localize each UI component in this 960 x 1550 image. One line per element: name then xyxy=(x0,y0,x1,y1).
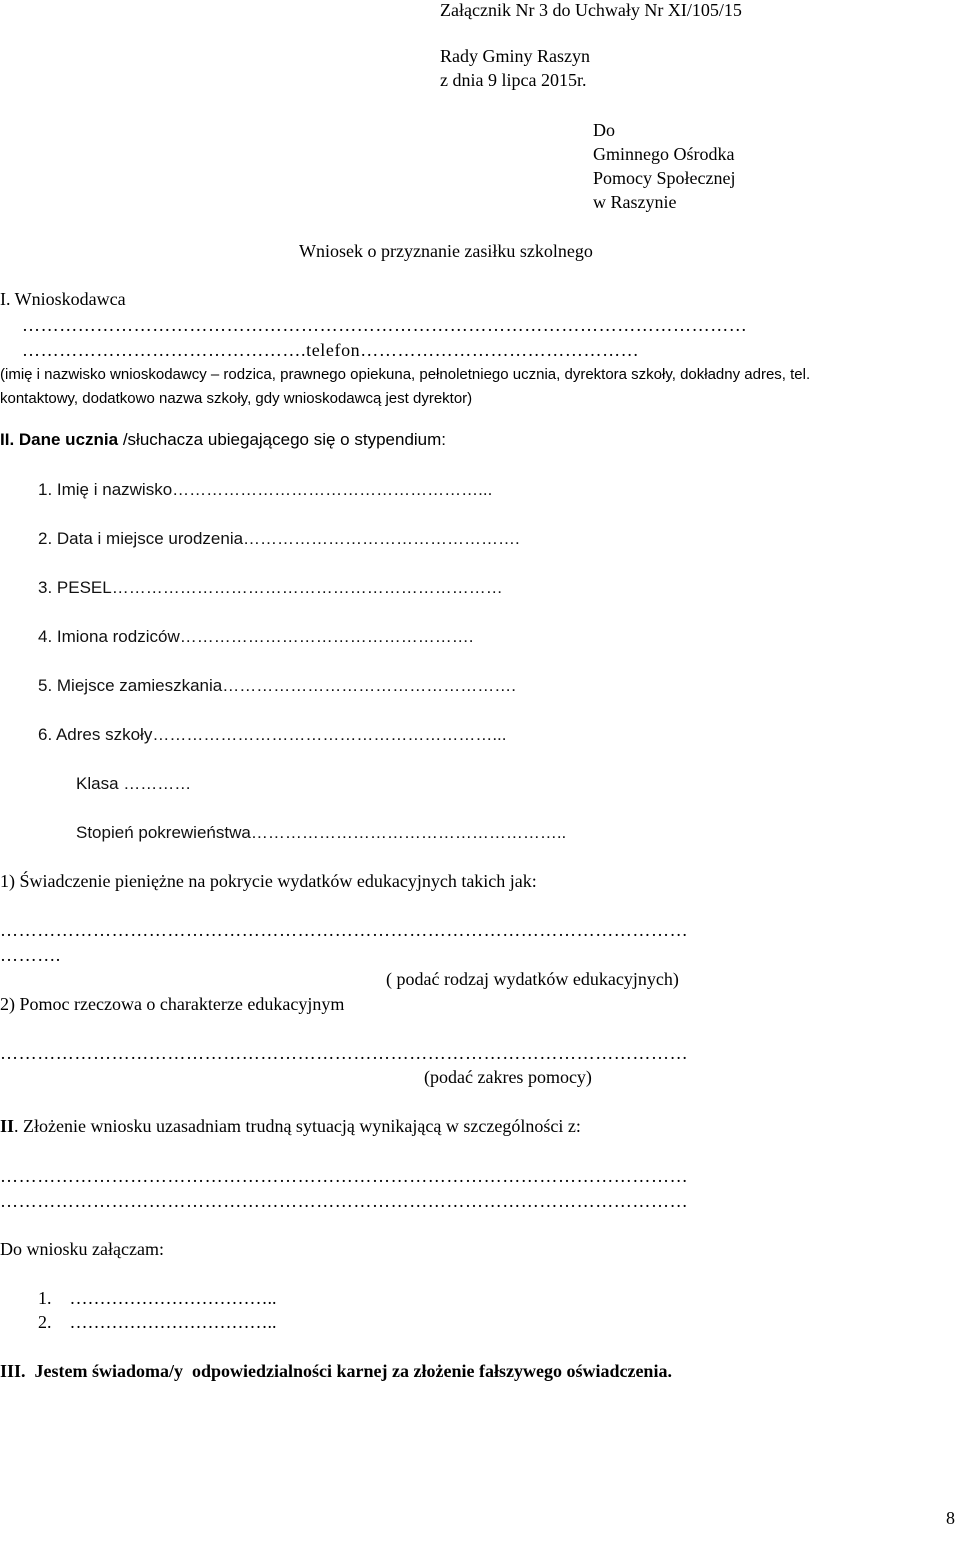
page-number: 8 xyxy=(946,1508,955,1528)
attachment-item-1[interactable]: 1. …………………………….. xyxy=(38,1288,277,1308)
material-aid-dotted-line[interactable]: ………………………………………………………………………………………………… xyxy=(0,1043,689,1063)
cash-benefit-label: 1) Świadczenie pieniężne na pokrycie wydatków edukacyjnych takich jak: xyxy=(0,871,537,891)
field-parents-names[interactable]: 4. Imiona rodziców……………………………………………. xyxy=(38,627,474,646)
field-class[interactable]: Klasa ………… xyxy=(76,774,192,793)
section-applicant-heading: I. Wnioskodawca xyxy=(0,289,126,309)
attachment-item-2[interactable]: 2. …………………………….. xyxy=(38,1312,277,1332)
field-kinship-degree[interactable]: Stopień pokrewieństwa……………………………………………….. xyxy=(76,823,567,842)
justification-dotted-line-1[interactable]: ………………………………………………………………………………………………… xyxy=(0,1166,689,1186)
addressee-line-3: Pomocy Społecznej xyxy=(593,168,736,188)
field-residence[interactable]: 5. Miejsce zamieszkania……………………………………………. xyxy=(38,676,516,695)
addressee-line-2: Gminnego Ośrodka xyxy=(593,144,735,164)
justification-heading xyxy=(0,1116,581,1138)
cash-benefit-hint: ( podać rodzaj wydatków edukacyjnych) xyxy=(386,969,679,989)
attachment-reference: Załącznik Nr 3 do Uchwały Nr XI/105/15 xyxy=(440,0,742,20)
applicant-dotted-line-2[interactable]: ……………………………………….telefon……………………………………… xyxy=(22,340,640,360)
attachments-heading: Do wniosku załączam: xyxy=(0,1239,164,1259)
document-title: Wniosek o przyznanie zasiłku szkolnego xyxy=(299,241,593,261)
applicant-dotted-line-1[interactable]: ……………………………………………………………………………………………………… xyxy=(22,315,748,335)
justification-heading-bold: II xyxy=(0,1116,15,1136)
field-pesel[interactable]: 3. PESEL…………………………………………………………… xyxy=(38,578,503,597)
cash-benefit-dotted-line-2[interactable]: ………. xyxy=(0,945,61,965)
council-name: Rady Gminy Raszyn xyxy=(440,46,590,66)
field-birth-date-place[interactable]: 2. Data i miejsce urodzenia…………………………………………. xyxy=(38,529,520,548)
declaration-statement: III. Jestem świadoma/y odpowiedzialności karnej za złożenie fałszywego oświadczenia. xyxy=(0,1361,672,1381)
addressee-line-4: w Raszynie xyxy=(593,192,677,212)
cash-benefit-dotted-line-1[interactable]: ………………………………………………………………………………………………… xyxy=(0,920,689,940)
field-full-name[interactable]: 1. Imię i nazwisko………………………………………………... xyxy=(38,480,493,499)
addressee-line-1: Do xyxy=(593,120,615,140)
justification-dotted-line-2[interactable]: ………………………………………………………………………………………………… xyxy=(0,1191,689,1211)
section-student-heading-bold: II. Dane ucznia xyxy=(0,430,119,449)
section-student-heading-rest: /słuchacza ubiegającego się o stypendium: xyxy=(118,430,447,449)
applicant-description-2: kontaktowy, dodatkowo nazwa szkoły, gdy wnioskodawcą jest dyrektor) xyxy=(0,390,473,407)
field-school-address[interactable]: 6. Adres szkoły……………………………………………………... xyxy=(38,725,507,744)
material-aid-hint: (podać zakres pomocy) xyxy=(424,1067,592,1087)
material-aid-label: 2) Pomoc rzeczowa o charakterze edukacyjnym xyxy=(0,994,345,1014)
justification-heading-rest: . Złożenie wniosku uzasadniam trudną sytuacją wynikającą w szczególności z: xyxy=(14,1116,581,1136)
resolution-date: z dnia 9 lipca 2015r. xyxy=(440,70,587,90)
applicant-description-1: (imię i nazwisko wnioskodawcy – rodzica, prawnego opiekuna, pełnoletniego ucznia, dyrektora szkoły, dokładny adres, tel. xyxy=(0,366,811,383)
section-student-heading xyxy=(0,430,446,450)
